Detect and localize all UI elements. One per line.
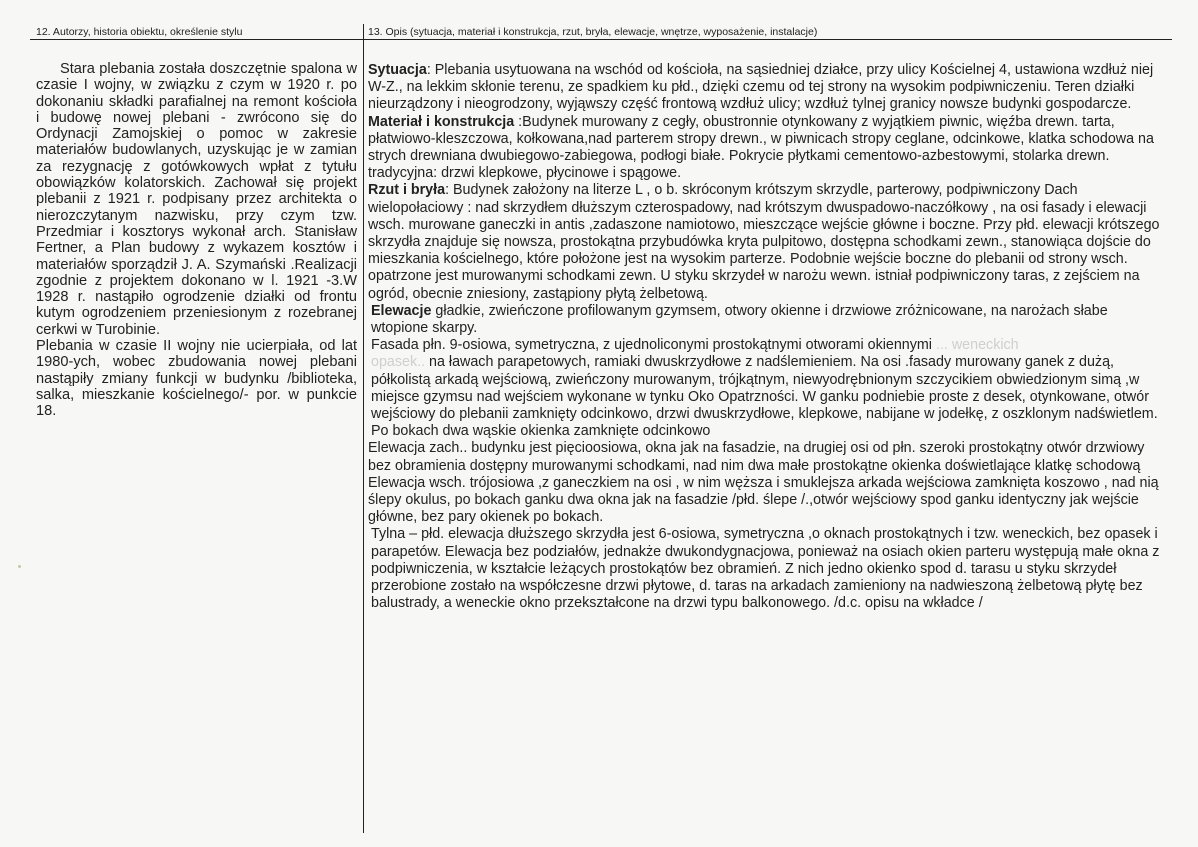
scan-speck [18, 565, 21, 568]
elewacje-label: Elewacje [371, 302, 432, 319]
rzut-paragraph [368, 182, 1168, 302]
sytuacja-label: Sytuacja [368, 62, 427, 78]
material-paragraph [368, 114, 1168, 183]
rzut-text: : Budynek założony na literze L , o b. skróconym krótszym skrzydle, parterowy, podpiwniczony Dach wielopołaciowy : nad skrzydłem dłuższym czterospadowy, nad krótszym dwuspadowo-naczółkowy , na osi fasady i elewacji wsch. murowane ganeczki in antis ,zadaszone namiotowo, mieszczące wejście główne i boczne. Przy płd. elewacji krótszego skrzydła znajduje się nowsza, prostokątna przybudówka kryta pulpitowo, dostępna schodkami zewn., stanowiąca dojście do mieszkania kościelnego, które położone jest na wysokim parterze. Podobnie wejście boczne do plebanii od strony wsch. opatrzone jest murowanymi schodkami zewn. U styku skrzydeł w narożu wewn. istniał podpiwniczony taras, z zejściem na ogród, obecnie zniesiony, zastąpiony płytą żelbetową. [368, 182, 1160, 302]
section-13-header: 13. Opis (sytuacja, materiał i konstrukcja, rzut, bryła, elewacje, wnętrze, wyposażenie, instalacje) [368, 26, 818, 38]
elewacje-text: gładkie, zwieńczone profilowanym gzymsem, otwory okienne i drzwiowe zróżnicowane, na narożach słabe wtopione skarpy. [371, 302, 1108, 337]
history-column [36, 61, 357, 420]
material-text: :Budynek murowany z cegły, obustronnie otynkowany z wyjątkiem piwnic, więźba drewn. tarta, płatwiowo-kleszczowa, kołkowana,nad parterem stropy drewn., w piwnicach stropy ceglane, odcinkowe, klatka schodowa na strych drewniana dwubiegowo-zabiegowa, podłogi białe. Pokrycie płytkami cementowo-azbestowymi, stolarka drewn. tradycyjna: drzwi klepkowe, płycinowe i spągowe. [368, 113, 1154, 182]
zach-paragraph: Elewacja zach.. budynku jest pięcioosiowa, okna jak na fasadzie, na drugiej osi od płn. szeroki prostokątny otwór drzwiowy bez obramienia dostępny murowanymi schodkami, nad nim dwa małe prostokątne okienka doświetlające klatkę schodową [368, 440, 1145, 474]
elewacje-paragraph [368, 303, 1168, 337]
sytuacja-text: : Plebania usytuowana na wschód od kościoła, na sąsiedniej działce, przy ulicy Kościelnej 4, ustawiona wzdłuż niej W-Z., na lekkim skłonie terenu, ze spadkiem ku płd., dzięki czemu od tej strony na wysokim podpiwniczeniu. Teren działki nieurządzony i nieogrodzony, wyjąwszy część frontową wzdłuż ulicy; wzdłuż tylnej granicy nowsze budynki gospodarcze. [368, 62, 1154, 113]
fasada-continuation: na ławach parapetowych, ramiaki dwuskrzydłowe z nadślemieniem. Na osi .fasady murowany ganek z dużą, półkolistą arkadą wejściową, zwieńczony murowanym, trójkątnym, niewyodrębnionym szczycikiem obwiedzionym simą ,w miejsce gzymsu nad wejściem wykonane w tynku Oko Opatrzności. W ganku podniebie proste z desek, otynkowane, otwór wejściowy do plebanii zamknięty odcinkowo, drzwi dwuskrzydłowe, klepkowe, nabijane w jodełkę, z oszklonym nadświetlem. Po bokach dwa wąskie okienka zamknięte odcinkowo [371, 354, 1158, 440]
fasada-faint-text: ... weneckich [932, 337, 1019, 354]
wsch-paragraph: Elewacja wsch. trójosiowa ,z ganeczkiem na osi , w nim węższa i smuklejsza arkada wejściowa zamknięta koszowo , nad nią ślepy okulus, po bokach ganku dwa okna jak na fasadzie /płd. ślepe /.,otwór wejściowy spod ganku identyczny jak wejście główne, bez pary okienek po bokach. [368, 474, 1159, 526]
tylna-paragraph: Tylna – płd. elewacja dłuższego skrzydła jest 6-osiowa, symetryczna ,o oknach prostokątnych i tzw. weneckich, bez opasek i parapetów. Elewacja bez podziałów, jednakże dwukondygnacjowa, ponieważ na osiach okien parteru występują małe okna z podpiwniczenia, w kształcie leżących prostokątów bez obramień. Z nich jedno okienko spod d. tarasu u styku skrzydeł przerobione zostało na współczesne drzwi płytowe, d. taras na arkadach zamieniony na nadwieszoną żelbetową płytę bez balustrady, a weneckie okno przekształcone na drzwi typu balkonowego. /d.c. opisu na wkładce / [371, 526, 1160, 612]
rzut-label: Rzut i bryła [368, 182, 446, 199]
fasada-text: Fasada płn. 9-osiowa, symetryczna, z ujednoliconymi prostokątnymi otworami okiennymi [371, 337, 932, 354]
history-paragraph-2: Plebania w czasie II wojny nie ucierpiała, od lat 1980-ych, wobec zbudowania nowej plebani nastąpiły zmiany funkcji w budynku /biblioteka, salka, mieszkanie kościelnego/- por. w punkcie 18. [36, 338, 357, 420]
header-divider-line [30, 39, 1172, 40]
material-label: Materiał i konstrukcja [368, 113, 515, 130]
column-divider-line [363, 24, 364, 833]
fasada-faint-text-2: opasek.. [371, 354, 426, 371]
history-paragraph-1: Stara plebania została doszczętnie spalona w czasie I wojny, w związku z czym w 1920 r. po dokonaniu składki parafialnej na remont kościoła i budowę nowej plebani - zwrócono się do Ordynacji Zamojskiej o pomoc w zakresie materiałów budowlanych, uzyskując je w zamian za rezygnację z gotówkowych wpłat z tytułu obowiązków kolatorskich. Zachował się projekt plebanii z 1921 r. podpisany przez architekta o nierozczytanym nazwisku, przy czym tzw. Przedmiar i kosztorys wykonał arch. Stanisław Fertner, a Plan budowy z wykazem kosztów i materiałów sporządził J. A. Szymański .Realizacji zgodnie z projektem dokonano w l. 1921 -3.W 1928 r. nastąpiło ogrodzenie działki od frontu kutym ogrodzeniem przeniesionym z rozebranej cerkwi w Turobinie. [36, 61, 357, 338]
sytuacja-paragraph [368, 62, 1168, 114]
section-12-header: 12. Autorzy, historia obiektu, określenie stylu [36, 26, 243, 38]
fasada-paragraph [368, 337, 1168, 440]
description-column [368, 62, 1168, 613]
